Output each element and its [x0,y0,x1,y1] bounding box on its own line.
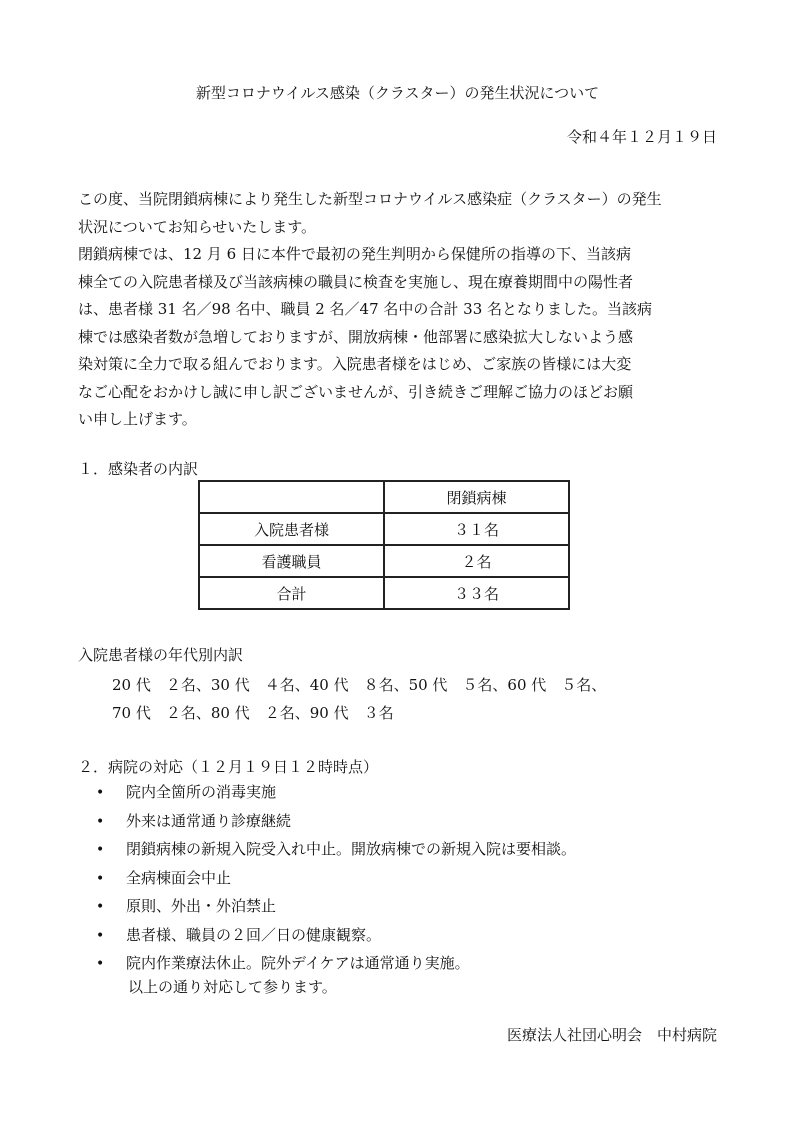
intro-line: い申し上げます。 [78,410,197,428]
bullet-icon: • [96,813,105,830]
closing-statement: 以上の通り対応して参ります。 [128,978,337,996]
infection-breakdown-table [198,480,570,610]
table-header-cell: 閉鎖病棟 [384,481,569,513]
table-cell-value: ３１名 [384,513,569,545]
list-item [96,921,576,950]
response-actions-list [96,778,576,978]
document-title: 新型コロナウイルス感染（クラスター）の発生状況について [195,84,600,102]
list-item-text: 外来は通常通り診療継続 [126,811,292,830]
table-cell-label: 看護職員 [199,545,384,577]
bullet-icon: • [96,956,105,972]
intro-line: 状況についてお知らせいたします。 [78,217,317,236]
table-header-cell [199,481,384,513]
bullet-icon: • [96,870,105,887]
section1-heading: １．感染者の内訳 [78,460,199,478]
age-breakdown-line: 20 代 ２名、30 代 ４名、40 代 ８名、50 代 ５名、60 代 ５名、 [112,676,607,694]
intro-line: は、患者様 31 名／98 名中、職員 2 名／47 名中の合計 33 名となりました。当該病 [78,300,653,318]
bullet-icon: • [96,899,105,915]
table-cell-value: ３３名 [384,577,569,609]
bullet-icon: • [96,785,105,801]
bullet-icon: • [96,927,105,944]
list-item-text: 患者様、職員の２回／日の健康観察。 [126,925,382,944]
document-date: 令和４年１２月１９日 [566,128,717,146]
intro-line: 染対策に全力で取る組んでおります。入院患者様をはじめ、ご家族の皆様には大変 [78,355,632,373]
list-item [96,864,576,893]
intro-line: なご心配をおかけし誠に申し訳ございませんが、引き続きご理解ご協力のほどお願 [78,382,634,401]
table-row [199,577,569,609]
list-item-text: 原則、外出・外泊禁止 [126,897,277,915]
list-item-text: 院内作業療法休止。院外デイケアは通常通り実施。 [126,954,470,972]
age-breakdown-line: 70 代 ２名、80 代 ２名、90 代 ３名 [112,704,394,722]
table-cell-value: ２名 [384,545,569,577]
table-row [199,545,569,577]
intro-paragraph [78,186,720,434]
intro-line: 棟では感染者数が急増しておりますが、開放病棟・他部署に感染拡大しないよう感 [78,327,634,346]
age-breakdown-heading: 入院患者様の年代別内訳 [78,646,244,664]
list-item-text: 閉鎖病棟の新規入院受入れ中止。開放病棟での新規入院は要相談。 [126,840,577,858]
list-item-text: 全病棟面会中止 [126,868,232,887]
bullet-icon: • [96,842,105,858]
table-cell-label: 入院患者様 [199,513,384,545]
table-header-row [199,481,569,513]
intro-line: 棟全ての入院患者様及び当該病棟の職員に検査を実施し、現在療養期間中の陽性者 [78,272,634,291]
table-row [199,513,569,545]
list-item [96,892,576,921]
list-item [96,778,576,807]
intro-line: 閉鎖病棟では、12 月 6 日に本件で最初の発生判明から保健所の指導の下、当該病 [78,245,631,263]
list-item [96,949,576,978]
intro-line: この度、当院閉鎖病棟により発生した新型コロナウイルス感染症（クラスター）の発生 [78,190,662,208]
list-item-text: 院内全箇所の消毒実施 [126,783,277,801]
hospital-signature: 医療法人社団心明会 中村病院 [506,1026,717,1044]
list-item [96,835,576,864]
list-item [96,807,576,836]
table-cell-label: 合計 [199,577,384,609]
section2-heading: ２．病院の対応（１２月１９日１２時時点） [78,758,379,776]
